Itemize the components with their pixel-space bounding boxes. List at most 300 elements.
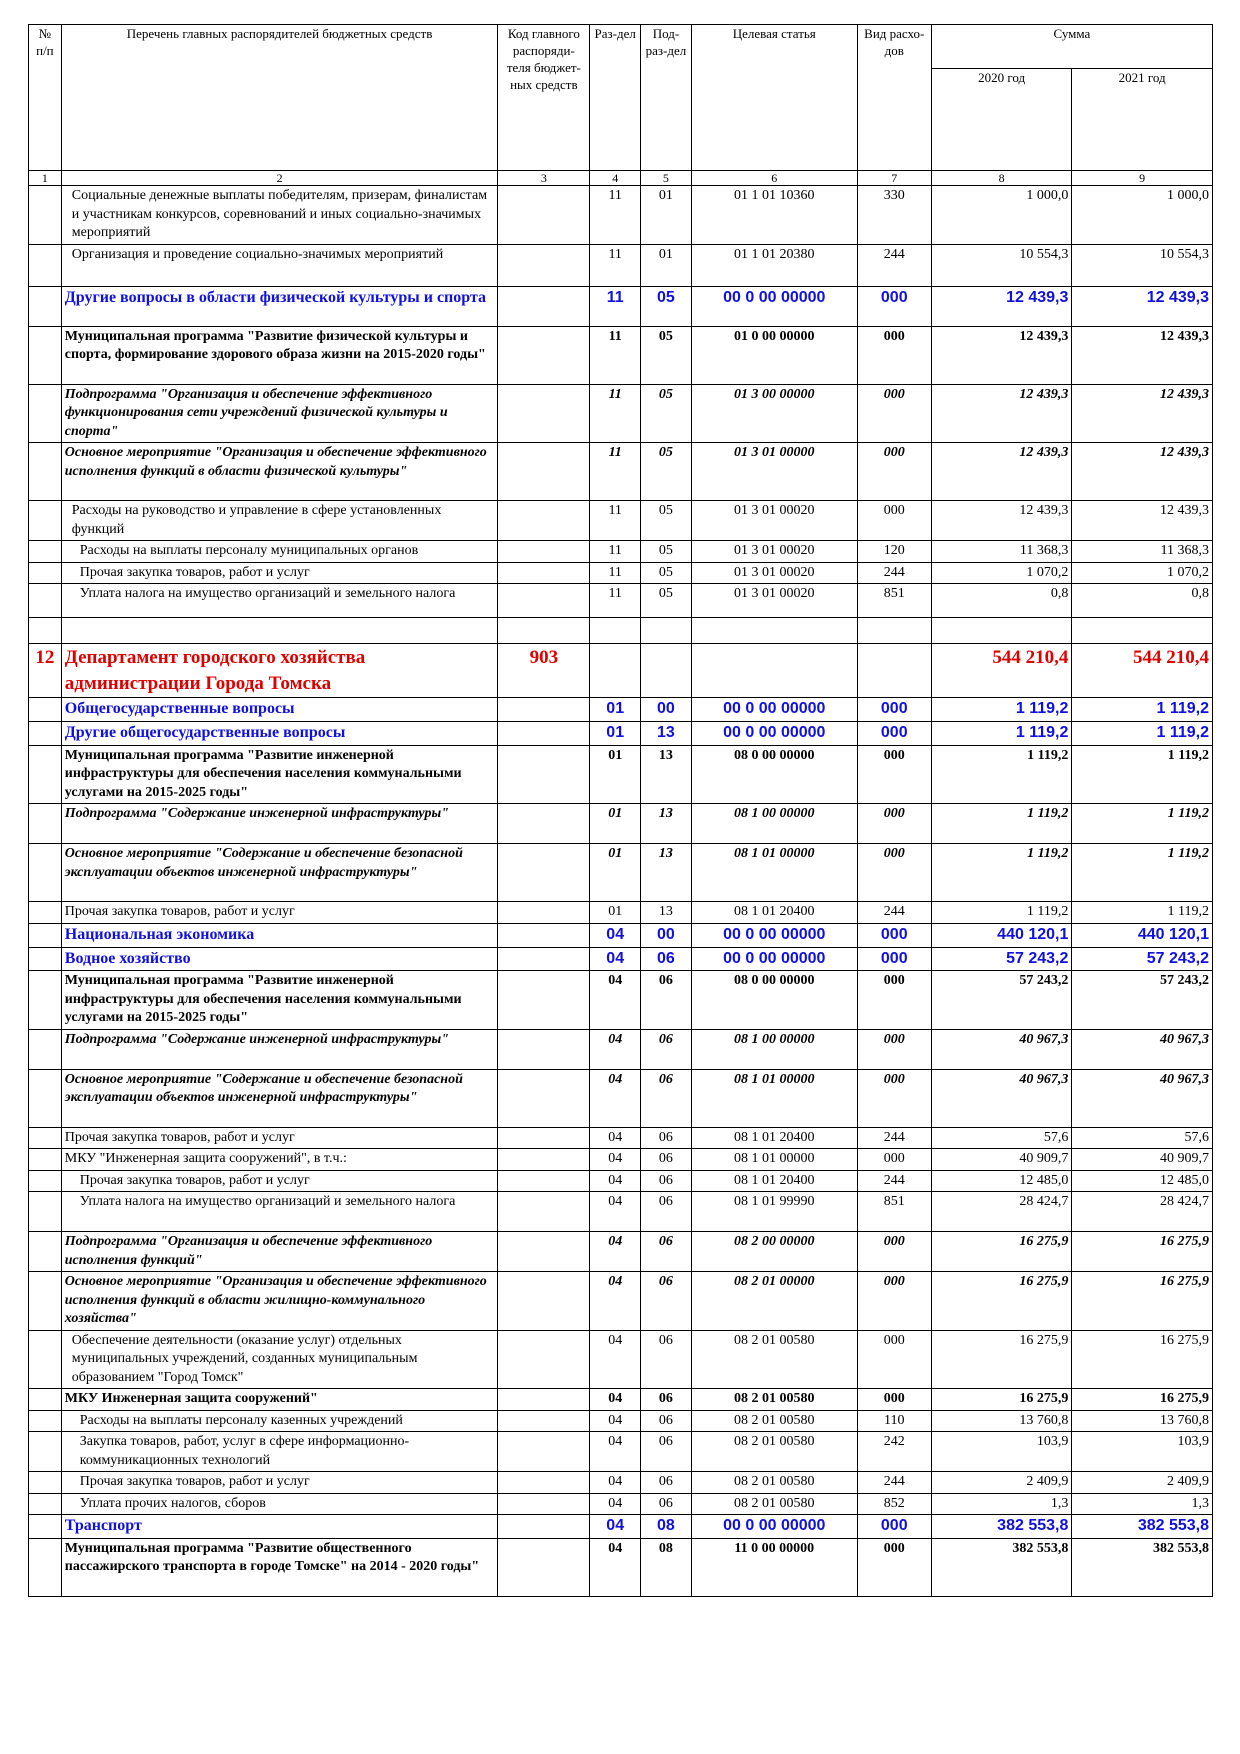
row-vid: 000 — [857, 1389, 931, 1410]
table-row — [29, 1514, 1213, 1538]
row-name: Прочая закупка товаров, работ и услуг — [61, 1127, 498, 1148]
row-article: 08 2 01 00000 — [691, 1272, 857, 1330]
row-num — [29, 902, 62, 923]
row-razdel: 04 — [590, 1192, 641, 1232]
row-podrazdel: 06 — [641, 1232, 692, 1272]
table-row — [29, 1432, 1213, 1472]
row-name: Прочая закупка товаров, работ и услуг — [61, 1472, 498, 1493]
row-vid: 852 — [857, 1493, 931, 1514]
row-article: 08 1 00 00000 — [691, 804, 857, 844]
row-name: Уплата налога на имущество организаций и земельного налога — [61, 1192, 498, 1232]
row-razdel: 11 — [590, 244, 641, 286]
table-row — [29, 923, 1213, 947]
row-podrazdel: 13 — [641, 722, 692, 746]
row-razdel: 01 — [590, 902, 641, 923]
col-number: 7 — [857, 171, 931, 186]
table-row — [29, 186, 1213, 244]
row-sum-2021: 57 243,2 — [1072, 971, 1213, 1029]
table-row — [29, 501, 1213, 541]
row-sum-2020: 12 485,0 — [931, 1170, 1072, 1191]
row-sum-2021: 1,3 — [1072, 1493, 1213, 1514]
row-code — [498, 1029, 590, 1069]
row-name: Подпрограмма "Содержание инженерной инфраструктуры" — [61, 1029, 498, 1069]
spacer-cell — [29, 618, 62, 644]
row-podrazdel: 06 — [641, 1432, 692, 1472]
row-num — [29, 1493, 62, 1514]
row-article: 00 0 00 00000 — [691, 923, 857, 947]
row-article: 01 3 01 00020 — [691, 584, 857, 618]
row-sum-2020: 16 275,9 — [931, 1272, 1072, 1330]
row-razdel: 04 — [590, 1149, 641, 1170]
row-sum-2020: 1 119,2 — [931, 902, 1072, 923]
row-article: 08 1 00 00000 — [691, 1029, 857, 1069]
row-name: Расходы на выплаты персоналу казенных учреждений — [61, 1410, 498, 1431]
spacer-cell — [61, 618, 498, 644]
row-razdel: 04 — [590, 971, 641, 1029]
row-sum-2021: 11 368,3 — [1072, 541, 1213, 562]
row-article: 08 1 01 00000 — [691, 1149, 857, 1170]
row-razdel: 04 — [590, 1272, 641, 1330]
row-vid: 000 — [857, 1330, 931, 1388]
row-vid: 000 — [857, 286, 931, 326]
row-sum-2020: 12 439,3 — [931, 501, 1072, 541]
row-podrazdel: 05 — [641, 584, 692, 618]
row-vid: 000 — [857, 746, 931, 804]
row-vid: 000 — [857, 443, 931, 501]
row-vid: 244 — [857, 244, 931, 286]
row-vid: 244 — [857, 902, 931, 923]
row-num — [29, 562, 62, 583]
header-code: Код главного распоряди-теля бюджет-ных средств — [498, 25, 590, 171]
row-sum-2020: 1 119,2 — [931, 804, 1072, 844]
row-vid: 851 — [857, 1192, 931, 1232]
row-code — [498, 947, 590, 971]
table-row — [29, 584, 1213, 618]
row-podrazdel: 00 — [641, 698, 692, 722]
row-article: 11 0 00 00000 — [691, 1538, 857, 1596]
row-code — [498, 971, 590, 1029]
table-row — [29, 443, 1213, 501]
spacer-row — [29, 618, 1213, 644]
table-row — [29, 1029, 1213, 1069]
row-podrazdel: 06 — [641, 1330, 692, 1388]
table-row — [29, 1127, 1213, 1148]
table-row — [29, 384, 1213, 442]
row-name: Закупка товаров, работ, услуг в сфере информационно-коммуникационных технологий — [61, 1432, 498, 1472]
row-sum-2021: 57,6 — [1072, 1127, 1213, 1148]
row-podrazdel: 06 — [641, 1472, 692, 1493]
row-podrazdel: 13 — [641, 844, 692, 902]
row-num — [29, 804, 62, 844]
row-podrazdel: 08 — [641, 1514, 692, 1538]
row-sum-2021: 382 553,8 — [1072, 1514, 1213, 1538]
row-podrazdel: 08 — [641, 1538, 692, 1596]
row-num — [29, 244, 62, 286]
row-sum-2021: 382 553,8 — [1072, 1538, 1213, 1596]
row-sum-2021: 1 119,2 — [1072, 698, 1213, 722]
col-number: 8 — [931, 171, 1072, 186]
row-code — [498, 286, 590, 326]
row-num — [29, 722, 62, 746]
row-razdel: 04 — [590, 1069, 641, 1127]
row-name: Прочая закупка товаров, работ и услуг — [61, 1170, 498, 1191]
header-sum: Сумма — [931, 25, 1212, 69]
spacer-cell — [857, 618, 931, 644]
row-vid: 244 — [857, 1127, 931, 1148]
row-razdel: 04 — [590, 1514, 641, 1538]
row-sum-2020: 2 409,9 — [931, 1472, 1072, 1493]
row-article: 01 3 00 00000 — [691, 384, 857, 442]
row-sum-2020: 440 120,1 — [931, 923, 1072, 947]
row-num — [29, 844, 62, 902]
row-razdel: 11 — [590, 541, 641, 562]
row-razdel: 04 — [590, 947, 641, 971]
row-code — [498, 1192, 590, 1232]
header-name: Перечень главных распорядителей бюджетных средств — [61, 25, 498, 171]
row-razdel: 04 — [590, 1410, 641, 1431]
row-name: Муниципальная программа "Развитие общественного пассажирского транспорта в городе Томске" на 2014 - 2020 годы" — [61, 1538, 498, 1596]
row-article: 08 2 01 00580 — [691, 1330, 857, 1388]
table-row — [29, 1410, 1213, 1431]
row-name: Расходы на руководство и управление в сфере установленных функций — [61, 501, 498, 541]
row-razdel: 11 — [590, 326, 641, 384]
row-num — [29, 186, 62, 244]
row-code — [498, 384, 590, 442]
row-article: 08 0 00 00000 — [691, 746, 857, 804]
row-podrazdel: 05 — [641, 384, 692, 442]
table-row — [29, 1232, 1213, 1272]
row-razdel: 01 — [590, 746, 641, 804]
row-sum-2021: 1 119,2 — [1072, 746, 1213, 804]
row-vid: 330 — [857, 186, 931, 244]
row-sum-2020: 40 909,7 — [931, 1149, 1072, 1170]
row-podrazdel: 06 — [641, 971, 692, 1029]
row-podrazdel: 06 — [641, 1192, 692, 1232]
table-row — [29, 1192, 1213, 1232]
row-name: Подпрограмма "Организация и обеспечение эффективного исполнения функций" — [61, 1232, 498, 1272]
row-code — [498, 1389, 590, 1410]
row-code — [498, 746, 590, 804]
row-sum-2020: 0,8 — [931, 584, 1072, 618]
row-sum-2020: 1 000,0 — [931, 186, 1072, 244]
row-num — [29, 1127, 62, 1148]
row-vid: 000 — [857, 1149, 931, 1170]
row-code — [498, 1149, 590, 1170]
budget-table — [28, 24, 1213, 1597]
row-sum-2020: 12 439,3 — [931, 286, 1072, 326]
row-podrazdel: 05 — [641, 326, 692, 384]
table-row — [29, 1170, 1213, 1191]
row-podrazdel: 00 — [641, 923, 692, 947]
row-name: Организация и проведение социально-значимых мероприятий — [61, 244, 498, 286]
row-article: 00 0 00 00000 — [691, 698, 857, 722]
row-sum-2021: 16 275,9 — [1072, 1272, 1213, 1330]
row-sum-2020: 57 243,2 — [931, 971, 1072, 1029]
table-row — [29, 971, 1213, 1029]
row-sum-2021: 28 424,7 — [1072, 1192, 1213, 1232]
row-sum-2020: 11 368,3 — [931, 541, 1072, 562]
row-podrazdel: 05 — [641, 443, 692, 501]
row-vid: 244 — [857, 1170, 931, 1191]
row-name: Подпрограмма "Организация и обеспечение эффективного функционирования сети учреждений физической культуры и спорта" — [61, 384, 498, 442]
row-article: 08 1 01 00000 — [691, 1069, 857, 1127]
row-name: Департамент городского хозяйства администрации Города Томска — [61, 644, 498, 698]
row-vid: 000 — [857, 1232, 931, 1272]
table-row — [29, 1493, 1213, 1514]
row-sum-2021: 40 967,3 — [1072, 1029, 1213, 1069]
row-vid: 242 — [857, 1432, 931, 1472]
row-podrazdel: 06 — [641, 1029, 692, 1069]
row-article: 01 3 01 00020 — [691, 562, 857, 583]
row-name: Социальные денежные выплаты победителям, призерам, финалистам и участникам конкурсов, соревнований и иных социально-значимых мероприятий — [61, 186, 498, 244]
row-code — [498, 902, 590, 923]
row-code — [498, 326, 590, 384]
row-podrazdel: 06 — [641, 947, 692, 971]
row-sum-2021: 1 119,2 — [1072, 722, 1213, 746]
col-number: 1 — [29, 171, 62, 186]
row-num — [29, 541, 62, 562]
row-vid: 000 — [857, 1538, 931, 1596]
row-podrazdel: 13 — [641, 804, 692, 844]
row-num — [29, 1330, 62, 1388]
table-row — [29, 541, 1213, 562]
row-sum-2021: 1 119,2 — [1072, 844, 1213, 902]
row-name: Основное мероприятие "Содержание и обеспечение безопасной эксплуатации объектов инженерной инфраструктуры" — [61, 1069, 498, 1127]
row-code — [498, 1538, 590, 1596]
row-code — [498, 186, 590, 244]
row-podrazdel: 06 — [641, 1149, 692, 1170]
row-podrazdel: 13 — [641, 902, 692, 923]
row-sum-2020: 1 070,2 — [931, 562, 1072, 583]
row-num — [29, 1432, 62, 1472]
table-row — [29, 698, 1213, 722]
row-code — [498, 1410, 590, 1431]
row-name: Основное мероприятие "Организация и обеспечение эффективного исполнения функций в области жилищно-коммунального хозяйства" — [61, 1272, 498, 1330]
row-name: МКУ Инженерная защита сооружений" — [61, 1389, 498, 1410]
row-article: 00 0 00 00000 — [691, 947, 857, 971]
header-year-2020: 2020 год — [931, 69, 1072, 171]
row-podrazdel: 13 — [641, 746, 692, 804]
col-number: 2 — [61, 171, 498, 186]
row-razdel: 04 — [590, 1389, 641, 1410]
row-razdel: 11 — [590, 384, 641, 442]
row-vid: 000 — [857, 722, 931, 746]
row-num — [29, 384, 62, 442]
row-sum-2021: 40 967,3 — [1072, 1069, 1213, 1127]
col-number: 3 — [498, 171, 590, 186]
spacer-cell — [1072, 618, 1213, 644]
table-row — [29, 1149, 1213, 1170]
row-name: Уплата налога на имущество организаций и земельного налога — [61, 584, 498, 618]
row-sum-2021: 440 120,1 — [1072, 923, 1213, 947]
row-sum-2021: 12 439,3 — [1072, 501, 1213, 541]
table-row — [29, 286, 1213, 326]
row-vid: 000 — [857, 971, 931, 1029]
row-razdel: 01 — [590, 804, 641, 844]
row-num — [29, 286, 62, 326]
row-name: Подпрограмма "Содержание инженерной инфраструктуры" — [61, 804, 498, 844]
row-num — [29, 971, 62, 1029]
row-razdel: 11 — [590, 501, 641, 541]
row-name: Основное мероприятие "Содержание и обеспечение безопасной эксплуатации объектов инженерной инфраструктуры" — [61, 844, 498, 902]
table-row — [29, 947, 1213, 971]
row-vid: 000 — [857, 804, 931, 844]
row-sum-2021: 16 275,9 — [1072, 1232, 1213, 1272]
row-vid: 000 — [857, 1514, 931, 1538]
row-name: Муниципальная программа "Развитие инженерной инфраструктуры для обеспечения населения коммунальными услугами на 2015-2025 годы" — [61, 746, 498, 804]
row-code — [498, 722, 590, 746]
row-sum-2021: 103,9 — [1072, 1432, 1213, 1472]
row-name: МКУ "Инженерная защита сооружений", в т.ч.: — [61, 1149, 498, 1170]
row-sum-2020: 1 119,2 — [931, 722, 1072, 746]
row-article: 01 3 01 00000 — [691, 443, 857, 501]
row-vid: 000 — [857, 844, 931, 902]
row-sum-2021: 16 275,9 — [1072, 1389, 1213, 1410]
row-sum-2020: 57,6 — [931, 1127, 1072, 1148]
row-article: 01 1 01 20380 — [691, 244, 857, 286]
row-podrazdel: 05 — [641, 286, 692, 326]
row-article: 08 1 01 20400 — [691, 1170, 857, 1191]
row-num — [29, 1029, 62, 1069]
row-name: Другие вопросы в области физической культуры и спорта — [61, 286, 498, 326]
row-article: 08 0 00 00000 — [691, 971, 857, 1029]
row-sum-2020: 16 275,9 — [931, 1330, 1072, 1388]
row-sum-2021: 16 275,9 — [1072, 1330, 1213, 1388]
row-sum-2021: 1 000,0 — [1072, 186, 1213, 244]
row-article: 08 2 01 00580 — [691, 1432, 857, 1472]
table-row — [29, 902, 1213, 923]
row-name: Транспорт — [61, 1514, 498, 1538]
row-vid: 000 — [857, 947, 931, 971]
row-sum-2020: 40 967,3 — [931, 1069, 1072, 1127]
row-vid: 851 — [857, 584, 931, 618]
row-article — [691, 644, 857, 698]
row-article: 08 1 01 99990 — [691, 1192, 857, 1232]
row-razdel: 11 — [590, 186, 641, 244]
row-sum-2021: 12 485,0 — [1072, 1170, 1213, 1191]
table-row — [29, 1272, 1213, 1330]
row-podrazdel: 06 — [641, 1272, 692, 1330]
row-num — [29, 1389, 62, 1410]
row-code — [498, 1493, 590, 1514]
row-vid — [857, 644, 931, 698]
row-article: 08 1 01 20400 — [691, 1127, 857, 1148]
row-article: 08 2 01 00580 — [691, 1410, 857, 1431]
table-row — [29, 1538, 1213, 1596]
row-code — [498, 562, 590, 583]
row-vid: 000 — [857, 698, 931, 722]
row-sum-2021: 12 439,3 — [1072, 326, 1213, 384]
col-number: 5 — [641, 171, 692, 186]
row-num — [29, 443, 62, 501]
row-article: 08 2 01 00580 — [691, 1493, 857, 1514]
row-article: 08 1 01 20400 — [691, 902, 857, 923]
row-sum-2021: 1 119,2 — [1072, 902, 1213, 923]
row-article: 08 1 01 00000 — [691, 844, 857, 902]
header-razdel: Раз-дел — [590, 25, 641, 171]
row-num — [29, 1272, 62, 1330]
row-code — [498, 1472, 590, 1493]
table-row — [29, 1389, 1213, 1410]
row-sum-2020: 57 243,2 — [931, 947, 1072, 971]
row-code — [498, 1232, 590, 1272]
row-name: Основное мероприятие "Организация и обеспечение эффективного исполнения функций в области физической культуры" — [61, 443, 498, 501]
row-num — [29, 1538, 62, 1596]
row-sum-2021: 13 760,8 — [1072, 1410, 1213, 1431]
row-razdel: 04 — [590, 923, 641, 947]
spacer-cell — [691, 618, 857, 644]
row-name: Муниципальная программа "Развитие физической культуры и спорта, формирование здорового образа жизни на 2015-2020 годы" — [61, 326, 498, 384]
row-article: 01 3 01 00020 — [691, 501, 857, 541]
row-num — [29, 1514, 62, 1538]
row-code — [498, 804, 590, 844]
row-sum-2020: 16 275,9 — [931, 1389, 1072, 1410]
row-num — [29, 1232, 62, 1272]
row-num — [29, 1069, 62, 1127]
col-number: 9 — [1072, 171, 1213, 186]
row-razdel: 11 — [590, 562, 641, 583]
row-article: 01 0 00 00000 — [691, 326, 857, 384]
spacer-cell — [641, 618, 692, 644]
row-name: Национальная экономика — [61, 923, 498, 947]
row-article: 01 3 01 00020 — [691, 541, 857, 562]
row-code — [498, 501, 590, 541]
row-podrazdel: 01 — [641, 186, 692, 244]
row-sum-2021: 1 070,2 — [1072, 562, 1213, 583]
row-sum-2020: 544 210,4 — [931, 644, 1072, 698]
row-razdel: 11 — [590, 584, 641, 618]
row-podrazdel: 06 — [641, 1493, 692, 1514]
table-row — [29, 1330, 1213, 1388]
row-code — [498, 443, 590, 501]
row-name: Водное хозяйство — [61, 947, 498, 971]
row-code — [498, 1069, 590, 1127]
row-vid: 000 — [857, 923, 931, 947]
row-razdel: 04 — [590, 1432, 641, 1472]
row-num — [29, 584, 62, 618]
row-sum-2021: 12 439,3 — [1072, 443, 1213, 501]
row-num — [29, 1170, 62, 1191]
row-razdel: 04 — [590, 1029, 641, 1069]
row-sum-2021: 57 243,2 — [1072, 947, 1213, 971]
row-code — [498, 1330, 590, 1388]
row-article: 00 0 00 00000 — [691, 286, 857, 326]
row-sum-2020: 12 439,3 — [931, 326, 1072, 384]
table-row — [29, 326, 1213, 384]
header-article: Целевая статья — [691, 25, 857, 171]
row-sum-2020: 382 553,8 — [931, 1514, 1072, 1538]
row-name: Расходы на выплаты персоналу муниципальных органов — [61, 541, 498, 562]
row-razdel: 04 — [590, 1472, 641, 1493]
row-podrazdel: 06 — [641, 1069, 692, 1127]
row-sum-2021: 544 210,4 — [1072, 644, 1213, 698]
row-num — [29, 1149, 62, 1170]
table-row — [29, 804, 1213, 844]
row-razdel: 04 — [590, 1232, 641, 1272]
table-row — [29, 844, 1213, 902]
row-vid: 110 — [857, 1410, 931, 1431]
row-sum-2020: 103,9 — [931, 1432, 1072, 1472]
spacer-cell — [590, 618, 641, 644]
header-podrazdel: Под-раз-дел — [641, 25, 692, 171]
row-code — [498, 244, 590, 286]
row-razdel: 01 — [590, 698, 641, 722]
row-name: Уплата прочих налогов, сборов — [61, 1493, 498, 1514]
row-razdel: 04 — [590, 1493, 641, 1514]
row-article: 00 0 00 00000 — [691, 722, 857, 746]
row-num — [29, 1410, 62, 1431]
row-sum-2020: 1,3 — [931, 1493, 1072, 1514]
